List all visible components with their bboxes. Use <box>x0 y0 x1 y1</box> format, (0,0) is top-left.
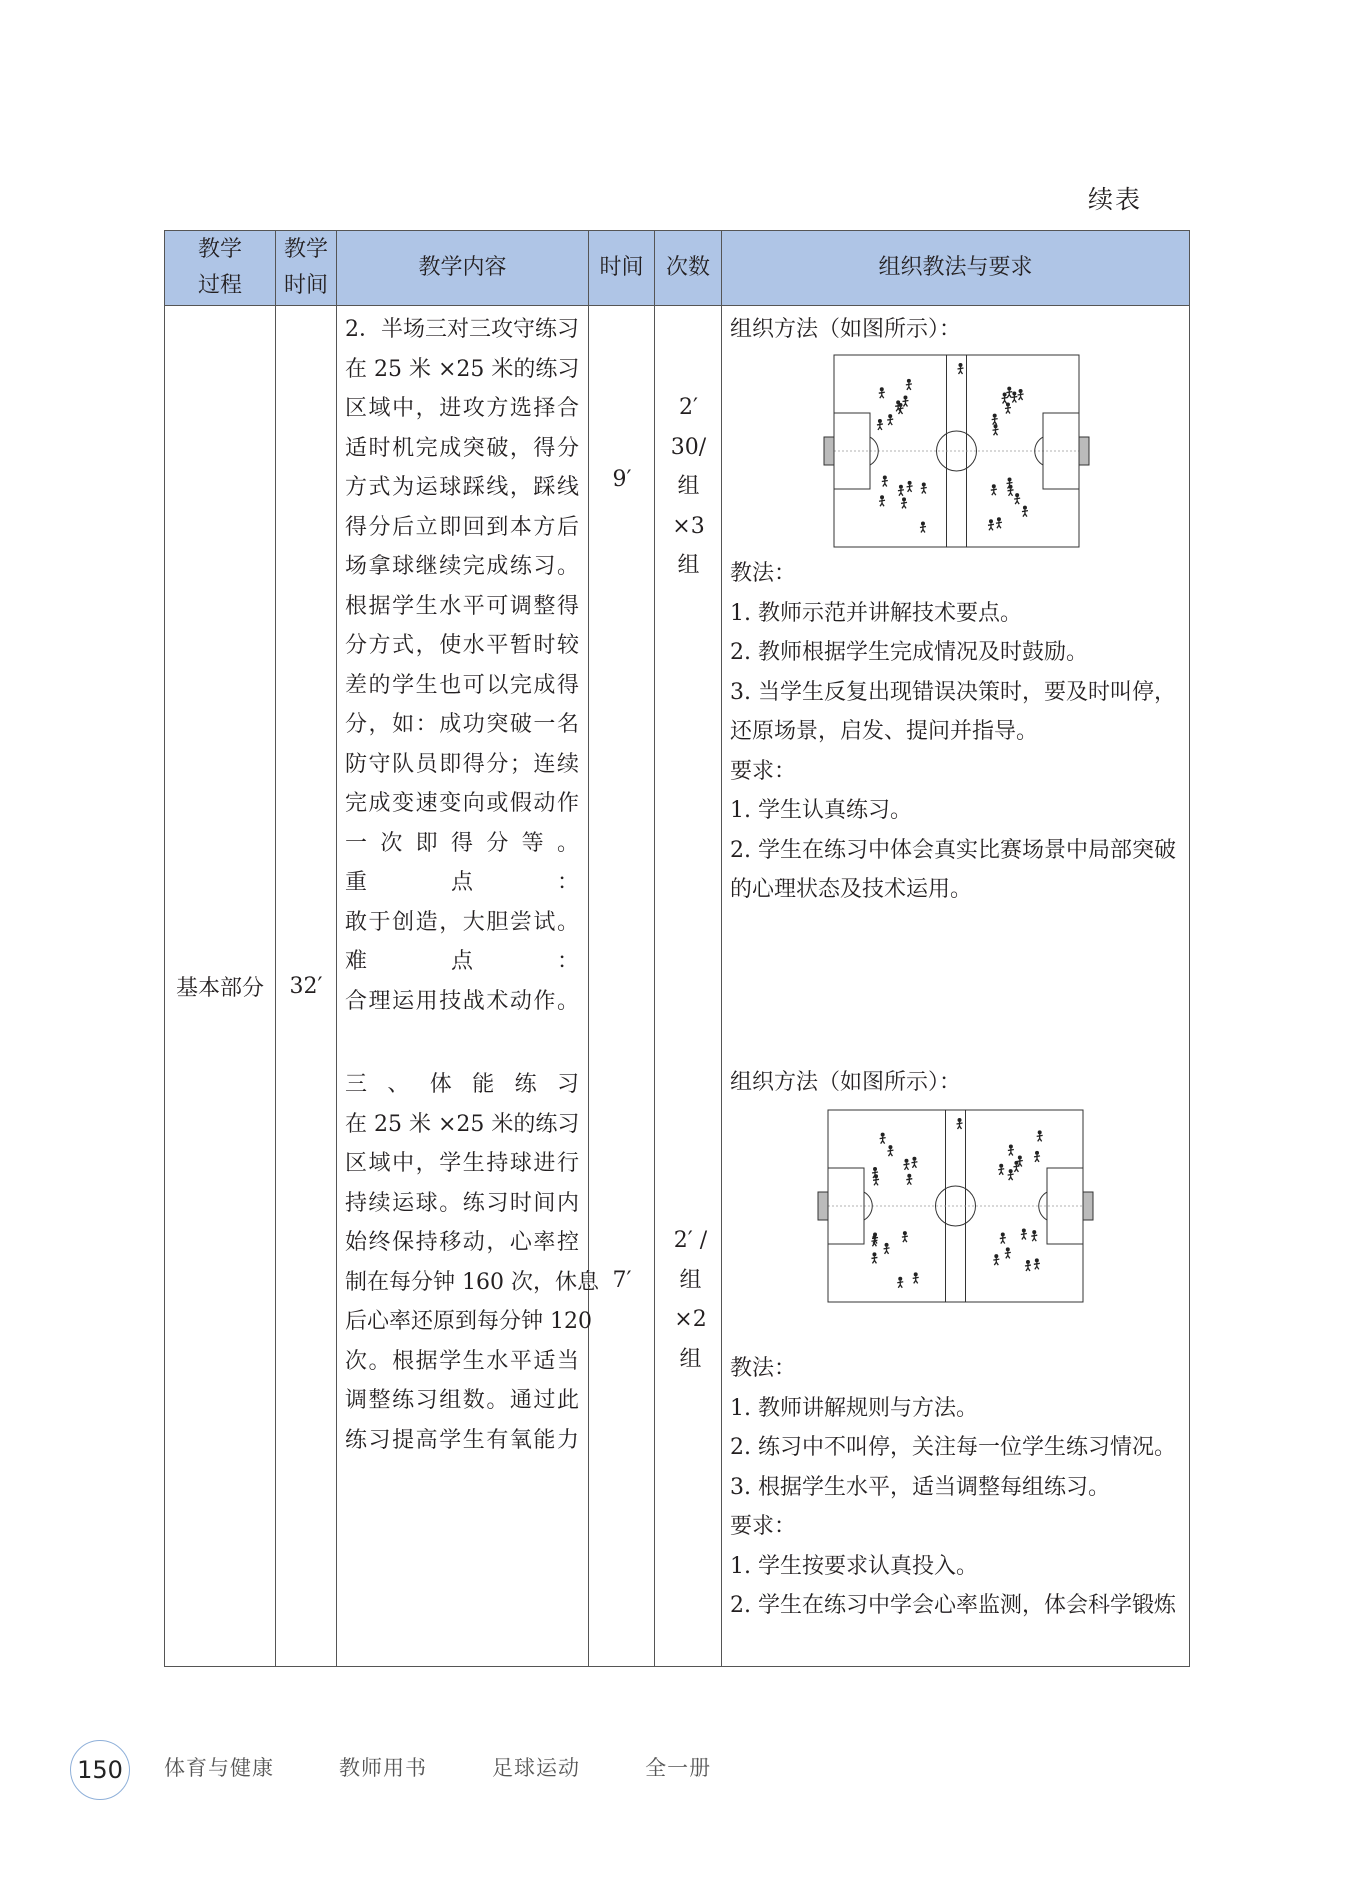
content-line: 持续运球。练习时间内 <box>345 1190 579 1216</box>
content-line: 差的学生也可以完成得 <box>345 672 579 698</box>
content-line: 始终保持移动，心率控 <box>345 1230 579 1255</box>
header-duration-line2: 时间 <box>283 273 328 298</box>
time-value-drill: 9′ <box>612 467 632 492</box>
player-icon <box>887 414 893 425</box>
soccer-field-diagram-2 <box>814 1106 1097 1306</box>
cell-duration: 32′ <box>276 306 337 1667</box>
content-block-drill <box>345 310 579 1021</box>
player-icon <box>1000 1233 1006 1244</box>
table-header-row <box>165 231 1190 306</box>
method-line: 2. 教师根据学生完成情况及时鼓励。 <box>730 640 1088 665</box>
cell-method <box>722 306 1190 1667</box>
content-line: 方式为运球踩线，踩线 <box>345 475 579 500</box>
player-icon <box>880 1133 886 1144</box>
method-line: 要求： <box>730 1514 797 1539</box>
player-icon <box>991 484 997 495</box>
page-number: 150 <box>70 1740 130 1800</box>
reps-line: ×2 <box>674 1307 707 1332</box>
continued-table-label: 续表 <box>1088 185 1143 214</box>
player-icon <box>958 363 964 374</box>
method-line: 3. 根据学生水平，适当调整每组练习。 <box>730 1474 1110 1500</box>
method-line: 1. 教师示范并讲解技术要点。 <box>730 600 1022 626</box>
cell-content <box>337 306 599 1667</box>
content-line: 在 25 米 ×25 米的练习 <box>345 356 580 382</box>
player-icon <box>884 1243 890 1254</box>
player-icon <box>882 476 888 487</box>
reps-line: 2′ <box>679 395 698 420</box>
reps-line: 组 <box>677 474 700 499</box>
header-teaching-duration <box>276 231 337 306</box>
time-value-fitness: 7′ <box>612 1268 632 1293</box>
content-line: 练习提高学生有氧能力 <box>345 1427 579 1453</box>
header-process-line2: 过程 <box>197 273 242 298</box>
reps-value-drill <box>655 388 722 586</box>
content-line: 合理运用技战术动作。 <box>345 988 579 1014</box>
method-line: 1. 学生认真练习。 <box>730 798 912 823</box>
player-icon <box>902 396 908 407</box>
content-line: 防守队员即得分；连续 <box>345 751 579 777</box>
content-line: 敢于创造，大胆尝试。 <box>345 909 579 935</box>
method-block-1 <box>730 554 1176 910</box>
player-icon <box>921 482 927 493</box>
content-line: 2．半场三对三攻守练习 <box>345 317 579 342</box>
reps-line: 2′ / <box>673 1228 708 1253</box>
content-line: 重点： <box>345 870 579 895</box>
player-icon <box>879 387 885 398</box>
player-icon <box>992 414 998 425</box>
player-icon <box>1011 392 1017 403</box>
player-icon <box>1008 1145 1014 1156</box>
method-line: 1. 学生按要求认真投入。 <box>730 1553 978 1579</box>
soccer-field-diagram-1 <box>820 351 1093 551</box>
header-duration-line1: 教学 <box>283 237 328 262</box>
method-line: 教法： <box>730 561 797 586</box>
reps-line: 组 <box>679 1267 702 1293</box>
org-method-label-2: 组织方法（如图所示）： <box>730 1070 962 1095</box>
player-icon <box>993 1254 999 1265</box>
player-icon <box>1021 1228 1027 1239</box>
reps-line: 组 <box>679 1346 702 1372</box>
header-teaching-process <box>165 231 276 306</box>
lesson-plan-table <box>164 230 1190 1667</box>
content-line: 三、体能练习 <box>345 1072 579 1097</box>
player-icon <box>901 497 907 508</box>
player-icon <box>957 1118 963 1129</box>
header-time: 时间 <box>589 231 655 306</box>
method-line: 教法： <box>730 1356 797 1381</box>
player-icon <box>988 519 994 530</box>
reps-line: 组 <box>677 553 700 578</box>
content-line: 分方式，使水平暂时较 <box>345 633 579 658</box>
content-line: 后心率还原到每分钟 120 <box>345 1309 592 1334</box>
cell-process: 基本部分 <box>165 306 276 1667</box>
player-icon <box>1006 387 1012 398</box>
player-icon <box>996 517 1002 528</box>
method-line: 的心理状态及技术运用。 <box>730 877 973 902</box>
content-line: 制在每分钟 160 次，休息 <box>345 1269 599 1295</box>
method-line: 2. 学生在练习中学会心率监测，体会科学锻炼 <box>730 1593 1176 1618</box>
player-icon <box>1005 403 1011 414</box>
header-reps: 次数 <box>655 231 722 306</box>
cell-time <box>589 306 655 1667</box>
org-method-label-1: 组织方法（如图所示）： <box>730 317 962 342</box>
player-icon <box>1031 1230 1037 1241</box>
method-line: 2. 学生在练习中体会真实比赛场景中局部突破 <box>730 837 1176 863</box>
player-icon <box>1025 1260 1031 1271</box>
header-teaching-content: 教学内容 <box>337 231 589 306</box>
reps-line: ×3 <box>672 513 705 539</box>
content-block-fitness <box>345 1065 599 1460</box>
player-icon <box>871 1252 877 1263</box>
method-line: 2. 练习中不叫停，关注每一位学生练习情况。 <box>730 1435 1176 1460</box>
player-icon <box>1018 389 1024 400</box>
header-process-line1: 教学 <box>197 237 242 262</box>
content-line: 在 25 米 ×25 米的练习 <box>345 1111 580 1137</box>
player-icon <box>879 495 885 506</box>
player-icon <box>906 379 912 390</box>
method-line: 要求： <box>730 758 797 784</box>
player-icon <box>887 1145 893 1156</box>
player-icon <box>1022 506 1028 517</box>
player-icon <box>1017 1156 1023 1167</box>
content-line: 区域中，进攻方选择合 <box>345 396 579 421</box>
content-line: 适时机完成突破，得分 <box>345 435 579 461</box>
content-line: 根据学生水平可调整得 <box>345 593 579 619</box>
method-line: 1. 教师讲解规则与方法。 <box>730 1395 978 1421</box>
method-block-2 <box>730 1349 1176 1626</box>
player-icon <box>906 1174 912 1185</box>
player-icon <box>1005 1247 1011 1258</box>
content-line: 分，如：成功突破一名 <box>345 712 579 737</box>
header-method: 组织教法与要求 <box>722 231 1190 306</box>
player-icon <box>911 1157 917 1168</box>
player-icon <box>1008 1169 1014 1180</box>
player-icon <box>920 521 926 532</box>
content-line: 次。根据学生水平适当 <box>345 1348 579 1374</box>
content-line: 完成变速变向或假动作 <box>345 791 579 816</box>
content-line: 调整练习组数。通过此 <box>345 1388 579 1413</box>
method-line: 3. 当学生反复出现错误决策时，要及时叫停， <box>730 679 1176 705</box>
player-icon <box>902 1231 908 1242</box>
player-icon <box>913 1272 919 1283</box>
player-icon <box>1034 1151 1040 1162</box>
player-icon <box>1014 493 1020 504</box>
player-icon <box>1002 393 1008 404</box>
method-line: 还原场景，启发、提问并指导。 <box>730 719 1039 744</box>
book-title-footer: 体育与健康 教师用书 足球运动 全一册 <box>164 1756 712 1780</box>
cell-reps <box>655 306 722 1667</box>
player-icon <box>897 1277 903 1288</box>
player-icon <box>877 419 883 430</box>
player-icon <box>998 1164 1004 1175</box>
content-line: 一次即得分等。 <box>345 830 579 856</box>
content-line: 区域中，学生持球进行 <box>345 1151 579 1176</box>
content-line: 得分后立即回到本方后 <box>345 514 579 540</box>
player-icon <box>1037 1130 1043 1141</box>
reps-line: 30/ <box>670 434 707 460</box>
player-icon <box>993 424 999 435</box>
player-icon <box>898 485 904 496</box>
table-row <box>165 306 1190 1667</box>
player-icon <box>1034 1258 1040 1269</box>
player-icon <box>903 1159 909 1170</box>
reps-value-fitness <box>657 1221 724 1379</box>
content-line: 难点： <box>345 949 579 974</box>
content-line: 场拿球继续完成练习。 <box>345 554 579 579</box>
player-icon <box>907 481 913 492</box>
